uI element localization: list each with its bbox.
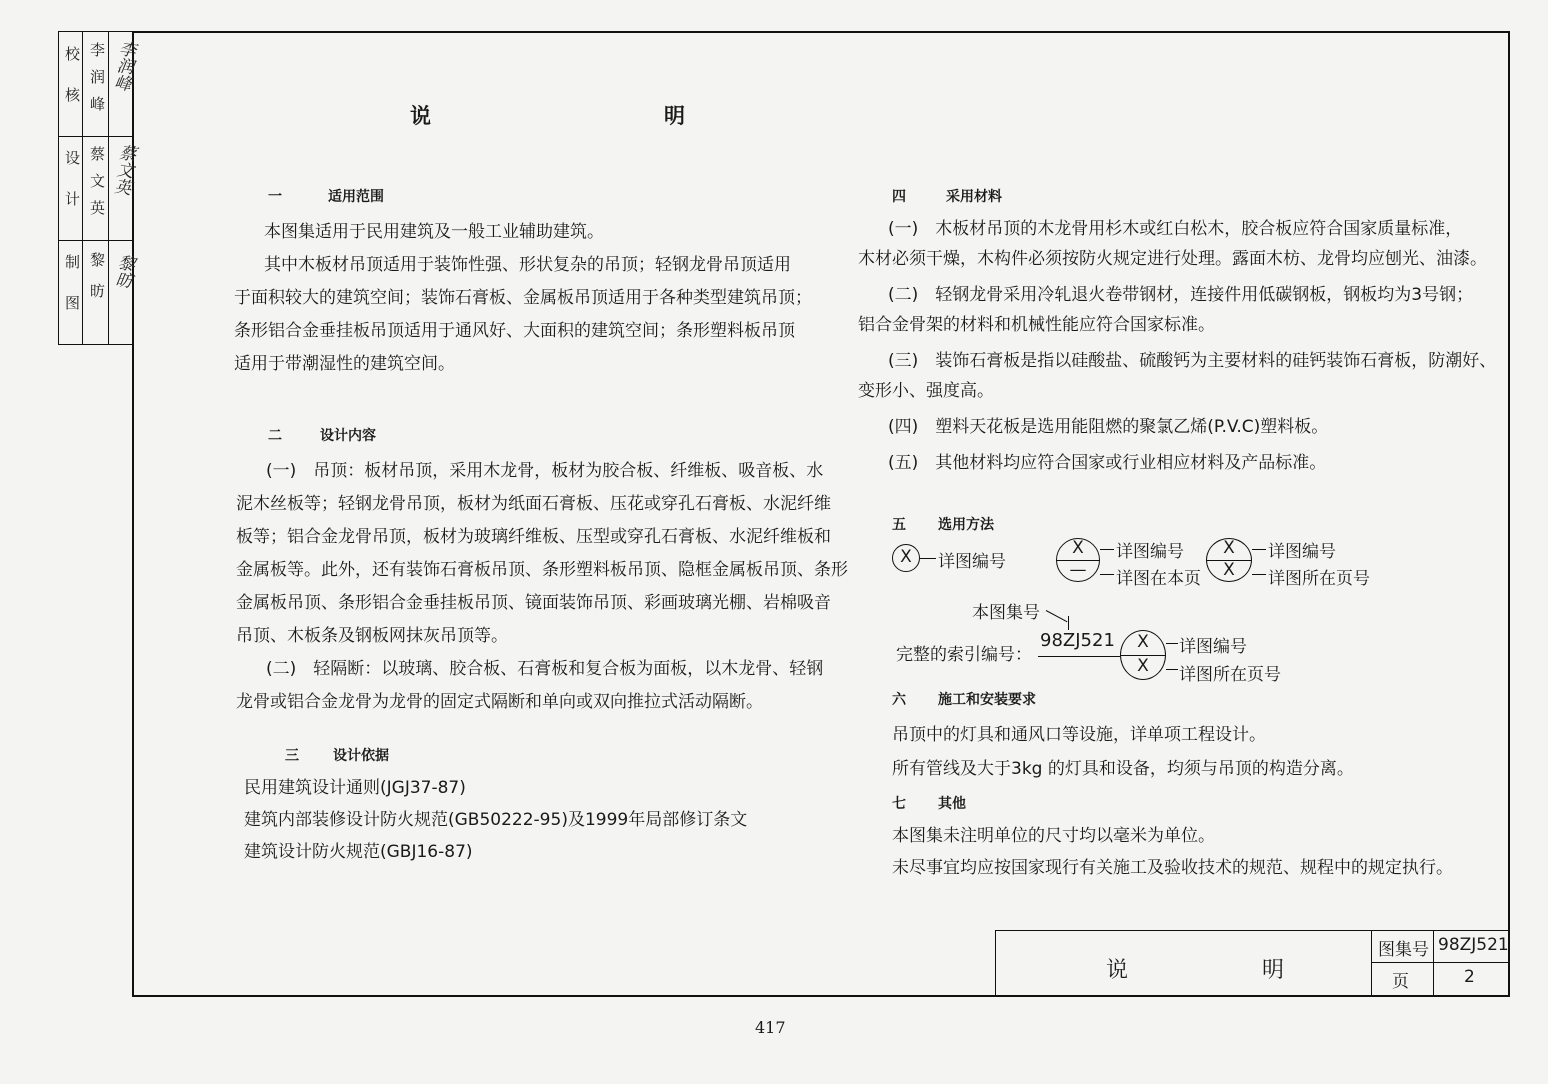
title-block-name: 说 明 — [1106, 958, 1315, 983]
label-full-index: 完整的索引编号： — [896, 645, 1032, 665]
section-body-materials — [858, 214, 1496, 478]
text-line: 所有管线及大于3kg 的灯具和设备，均须与吊顶的构造分离。 — [892, 759, 1354, 779]
name-drafter: 黎昉 — [88, 252, 106, 314]
title-block — [995, 930, 1508, 996]
section-heading-selection — [892, 514, 994, 534]
section-title: 适用范围 — [328, 189, 384, 205]
page-number-symbol: X — [1137, 656, 1149, 676]
role-label-check: 校核 — [63, 46, 81, 128]
text-line: 民用建筑设计通则(JGJ37-87) — [244, 778, 466, 798]
text-line: 其中木板材吊顶适用于装饰性强、形状复杂的吊顶；轻钢龙骨吊顶适用 — [264, 255, 791, 275]
strip-divider — [59, 240, 132, 241]
leader-line — [1252, 549, 1266, 550]
page-number: 417 — [755, 1018, 786, 1037]
leader-line — [1068, 616, 1069, 630]
section-body-installation — [892, 718, 1354, 786]
text-line: 条形铝合金垂挂板吊顶适用于通风好、大面积的建筑空间；条形塑料板吊顶 — [234, 321, 795, 341]
section-title: 设计内容 — [320, 428, 376, 444]
leader-line — [1100, 574, 1114, 575]
label-detail-number: 详图编号 — [1268, 542, 1336, 562]
text-line: 龙骨或铝合金龙骨为龙骨的固定式隔断和单向或双向推拉式活动隔断。 — [236, 692, 763, 712]
text-line: 适用于带潮湿性的建筑空间。 — [234, 354, 455, 374]
page-title: 说 明 — [410, 104, 791, 128]
label-set-number: 本图集号 — [972, 603, 1040, 623]
section-title: 其他 — [938, 796, 966, 812]
label-detail-this-page: 详图在本页 — [1116, 569, 1201, 589]
strip-divider — [59, 136, 132, 137]
section-body-design-content — [236, 455, 848, 719]
signature-checker: 李润峰 — [109, 38, 137, 93]
text-line: 建筑设计防火规范(GBJ16-87) — [244, 842, 473, 862]
role-label-design: 设计 — [63, 150, 81, 232]
text-line: 本图集未注明单位的尺寸均以毫米为单位。 — [892, 826, 1215, 846]
leader-line — [1166, 643, 1178, 644]
text-line: 木材必须干燥，木构件必须按防火规定进行处理。露面木枋、龙骨均应刨光、油漆。 — [858, 249, 1487, 269]
detail-number-symbol: X — [900, 547, 912, 567]
text-line: 板等；铝合金龙骨吊顶，板材为玻璃纤维板、压型或穿孔石膏板、水泥纤维板和 — [236, 527, 831, 547]
text-line: 未尽事宜均应按国家现行有关施工及验收技术的规范、规程中的规定执行。 — [892, 858, 1453, 878]
text-line: 吊顶中的灯具和通风口等设施，详单项工程设计。 — [892, 725, 1266, 745]
text-line: (一) 吊顶：板材吊顶，采用木龙骨，板材为胶合板、纤维板、吸音板、水 — [266, 461, 824, 481]
label-detail-number: 详图编号 — [1116, 542, 1184, 562]
section-number: 五 — [892, 517, 906, 533]
section-heading-installation — [892, 689, 1036, 709]
section-number: 一 — [268, 189, 282, 205]
text-line: 本图集适用于民用建筑及一般工业辅助建筑。 — [264, 222, 604, 242]
title-block-set-label: 图集号 — [1372, 931, 1434, 963]
signature-strip — [58, 31, 137, 345]
leader-line — [1166, 669, 1178, 670]
leader-line — [920, 558, 936, 559]
section-number: 七 — [892, 796, 906, 812]
text-line: 金属板吊顶、条形铝合金垂挂板吊顶、镜面装饰吊顶、彩画玻璃光棚、岩棉吸音 — [236, 593, 831, 613]
leader-line — [1252, 574, 1266, 575]
label-detail-number: 详图编号 — [938, 552, 1006, 572]
text-line: (二) 轻钢龙骨采用冷轧退火卷带钢材，连接件用低碳钢板，钢板均为3号钢； — [888, 285, 1474, 305]
label-detail-page: 详图所在页号 — [1268, 569, 1370, 589]
leader-line — [1100, 549, 1114, 550]
section-title: 选用方法 — [938, 517, 994, 533]
section-body-scope — [234, 216, 812, 381]
text-line: (四) 塑料天花板是选用能阻燃的聚氯乙烯(P.V.C)塑料板。 — [888, 417, 1329, 437]
label-detail-page: 详图所在页号 — [1179, 665, 1281, 685]
section-number: 四 — [892, 189, 906, 205]
section-heading-other — [892, 793, 966, 813]
label-detail-number: 详图编号 — [1179, 637, 1247, 657]
text-line: 铝合金骨架的材料和机械性能应符合国家标准。 — [858, 315, 1215, 335]
text-line: 泥木丝板等；轻钢龙骨吊顶，板材为纸面石膏板、压花或穿孔石膏板、水泥纤维 — [236, 494, 831, 514]
role-label-draw: 制图 — [63, 254, 81, 336]
text-line: (二) 轻隔断：以玻璃、胶合板、石膏板和复合板为面板，以木龙骨、轻钢 — [266, 659, 824, 679]
detail-number-symbol: X — [1137, 632, 1149, 652]
section-heading-materials — [892, 186, 1002, 206]
text-line: (一) 木板材吊顶的木龙骨用杉木或红白松木，胶合板应符合国家质量标准， — [888, 219, 1463, 239]
section-body-basis — [244, 772, 747, 868]
section-heading-scope — [268, 186, 384, 206]
text-line: 变形小、强度高。 — [858, 381, 994, 401]
text-line: 金属板等。此外，还有装饰石膏板吊顶、条形塑料板吊顶、隐框金属板吊顶、条形 — [236, 560, 848, 580]
signature-drafter: 黎昉 — [110, 252, 136, 290]
page-number-symbol: X — [1223, 560, 1235, 580]
text-line: (五) 其他材料均应符合国家或行业相应材料及产品标准。 — [888, 453, 1327, 473]
name-designer: 蔡文英 — [88, 146, 106, 227]
section-heading-design-content — [268, 425, 376, 445]
section-number: 三 — [285, 748, 299, 764]
detail-number-symbol: X — [1072, 538, 1084, 558]
section-title: 设计依据 — [333, 748, 389, 764]
signature-designer: 蔡文英 — [109, 142, 137, 197]
section-title: 施工和安装要求 — [938, 692, 1036, 708]
underline — [1038, 656, 1120, 657]
text-line: 建筑内部装修设计防火规范(GB50222-95)及1999年局部修订条文 — [244, 810, 748, 830]
title-block-page-value: 2 — [1464, 967, 1475, 987]
text-line: 吊顶、木板条及钢板网抹灰吊顶等。 — [236, 626, 508, 646]
name-checker: 李润峰 — [88, 42, 106, 123]
set-code: 98ZJ521 — [1040, 630, 1115, 651]
title-block-page-label: 页 — [1372, 963, 1434, 995]
title-block-set-value: 98ZJ521 — [1434, 931, 1509, 963]
section-number: 六 — [892, 692, 906, 708]
text-line: (三) 装饰石膏板是指以硅酸盐、硫酸钙为主要材料的硅钙装饰石膏板，防潮好、 — [888, 351, 1497, 371]
text-line: 于面积较大的建筑空间；装饰石膏板、金属板吊顶适用于各种类型建筑吊顶； — [234, 288, 812, 308]
section-title: 采用材料 — [946, 189, 1002, 205]
detail-number-symbol: X — [1223, 538, 1235, 558]
section-heading-basis — [285, 745, 389, 765]
dash-symbol: — — [1069, 560, 1087, 580]
section-number: 二 — [268, 428, 282, 444]
section-body-other — [892, 820, 1453, 884]
